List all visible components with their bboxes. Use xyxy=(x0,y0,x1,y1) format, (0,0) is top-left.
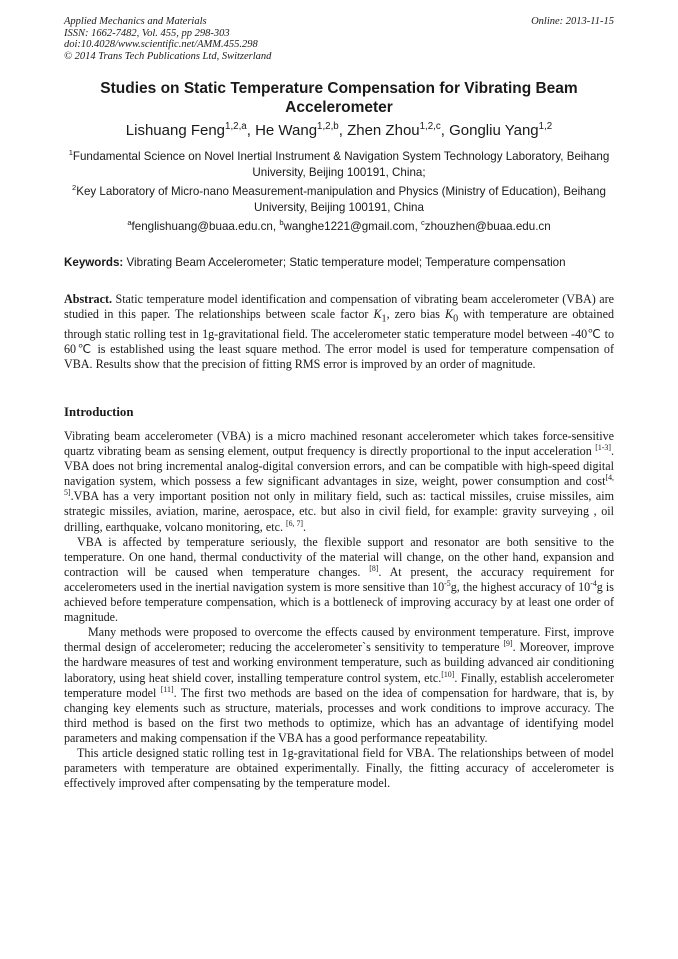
journal-doi: doi:10.4028/www.scientific.net/AMM.455.298 xyxy=(64,39,258,50)
citation[interactable]: [6, 7] xyxy=(286,518,304,528)
introduction-body xyxy=(64,429,614,791)
intro-text: Many methods were proposed to overcome the effects caused by environment temperature. First, improve thermal design of accelerometer; reducing the accelerometer`s sensitivity to temperature xyxy=(64,625,614,655)
email-sup: a xyxy=(127,218,132,228)
k1-symbol: K xyxy=(373,307,382,322)
affiliation-sup: 1 xyxy=(68,148,73,158)
author-sep: , xyxy=(246,122,256,139)
abstract-text: Static temperature model identification and compensation of vibrating beam accelerometer (VBA) are studied in this paper. The relationships between scale factor xyxy=(64,292,614,322)
intro-text: . Moreover, improve the hardware measures of test and working environment temperature, such as building advanced air conditioning laboratory, using heat shield cover, installing temperature control system, etc. xyxy=(64,640,614,685)
citation[interactable]: [4, 5] xyxy=(64,473,614,498)
email-link[interactable]: fenglishuang@buaa.edu.cn xyxy=(131,220,273,233)
keywords xyxy=(64,255,614,270)
affiliation-text: Key Laboratory of Micro-nano Measurement-manipulation and Physics (Ministry of Education), Beihang University, Beijing 100191, China xyxy=(76,185,606,214)
intro-text: . At present, the accuracy requirement for accelerometers used in the inertial navigation system is more sensitive than 10 xyxy=(64,564,614,594)
exponent: -5 xyxy=(444,578,451,588)
email-sep: , xyxy=(414,220,422,233)
author-sep: , xyxy=(338,122,348,139)
section-heading-introduction: Introduction xyxy=(64,405,134,419)
abstract xyxy=(64,292,614,372)
keywords-text: Vibrating Beam Accelerometer; Static temperature model; Temperature compensation xyxy=(126,256,566,269)
intro-text: . xyxy=(303,519,307,534)
intro-text: g is achieved before temperature compensation, which is a bottleneck of improving accuracy by at least one order of magnitude. xyxy=(64,579,614,625)
intro-text: VBA is affected by temperature seriously, the flexible support and resonator are both sensitive to the temperature. On one hand, thermal conductivity of the material will change, on the other hand, expansion and contraction will be caused when temperature changes. xyxy=(64,534,614,579)
intro-text: . Finally, establish accelerometer temperature model xyxy=(64,670,614,700)
journal-issn: ISSN: 1662-7482, Vol. 455, pp 298-303 xyxy=(64,27,230,39)
author-name: Zhen Zhou xyxy=(347,122,420,139)
email-sup: b xyxy=(279,218,284,228)
journal-header xyxy=(64,16,271,62)
exponent: -4 xyxy=(590,578,597,588)
intro-text: .VBA has a very important position not only in military field, such as: tactical missiles, cruise missiles, aim strategic missiles, aviation, marine, aerospace, etc. but also in civil field, for example: gravity surveying , oil drilling, earthquake, volcano monitoring, etc. xyxy=(64,489,614,534)
journal-name: Applied Mechanics and Materials xyxy=(64,16,207,27)
author-sup: 1,2,c xyxy=(419,121,441,132)
affiliation-text: Fundamental Science on Novel Inertial Instrument & Navigation System Technology Laboratory, Beihang University, Beijing 100191, China; xyxy=(72,150,610,179)
citation[interactable]: [9] xyxy=(503,639,513,649)
keywords-label: Keywords: xyxy=(64,256,124,269)
journal-copyright: © 2014 Trans Tech Publications Ltd, Switzerland xyxy=(64,50,272,62)
author-name: He Wang xyxy=(255,122,318,139)
intro-text: Vibrating beam accelerometer (VBA) is a micro machined resonant accelerometer which takes force-sensitive quartz vibrating beam as sensing element, output frequency is directly proportional to the input acceleration xyxy=(64,429,614,459)
affiliation-1 xyxy=(64,149,614,181)
author-sep: , xyxy=(440,122,450,139)
email-link[interactable]: wanghe1221@gmail.com xyxy=(283,220,415,233)
intro-paragraph-1 xyxy=(64,429,614,535)
k0-sub: 0 xyxy=(453,313,459,325)
email-sup: c xyxy=(421,218,425,228)
author-list xyxy=(64,122,614,140)
abstract-text: with temperature are obtained through static rolling test in 1g-gravitational field. The accelerometer static temperature model between -40℃ to 60℃ is established using the least square method. The error model is used for temperature compensation of VBA. Results show that the precision of fitting RMS error is improved by an order of magnitude. xyxy=(64,307,614,371)
affiliation-sup: 2 xyxy=(72,183,77,193)
intro-paragraph-4: This article designed static rolling test in 1g-gravitational field for VBA. The relationships between of model parameters with temperature are obtained experimentally. Finally, the fitting accuracy of accelerometer is effectively improved after compensating by the temperature model. xyxy=(64,745,614,791)
paper-title: Studies on Static Temperature Compensation for Vibrating Beam Accelerometer xyxy=(100,80,578,116)
citation[interactable]: [1-3] xyxy=(595,443,611,453)
abstract-text: , zero bias xyxy=(386,307,446,322)
citation[interactable]: [11] xyxy=(160,684,174,694)
author-sup: 1,2,b xyxy=(317,121,339,132)
email-link[interactable]: zhouzhen@buaa.edu.cn xyxy=(424,220,551,233)
abstract-label: Abstract. xyxy=(64,292,113,306)
k0-symbol: K xyxy=(445,307,454,322)
intro-paragraph-2 xyxy=(64,535,614,626)
email-sep: , xyxy=(272,220,280,233)
affiliation-2 xyxy=(64,184,614,216)
author-name: Lishuang Feng xyxy=(125,122,226,139)
citation[interactable]: [8] xyxy=(369,563,379,573)
intro-text: . The first two methods are based on the idea of compensation for hardware, that is, by changing key elements such as structure, materials, processes and work conditions to improve accuracy. The third method is based on the first two methods to optimize, which has an advantage of identifying model parameters and making compensation if the VBA has a good performance repeatability. xyxy=(64,685,614,745)
author-sup: 1,2,a xyxy=(225,121,247,132)
k1-sub: 1 xyxy=(381,313,387,325)
email-list xyxy=(64,219,614,235)
author-sup: 1,2 xyxy=(538,121,553,132)
author-name: Gongliu Yang xyxy=(449,122,539,139)
intro-paragraph-3 xyxy=(64,625,614,746)
intro-text: . VBA does not bring incremental analog-digital conversion errors, and can be compatible with high-speed digital navigation system, which possess a few significant advantages in size, weight, power consumption and cost xyxy=(64,444,614,489)
online-date: Online: 2013-11-15 xyxy=(531,16,614,27)
citation[interactable]: [10] xyxy=(441,669,455,679)
intro-text: g, the highest accuracy of 10 xyxy=(450,579,591,594)
